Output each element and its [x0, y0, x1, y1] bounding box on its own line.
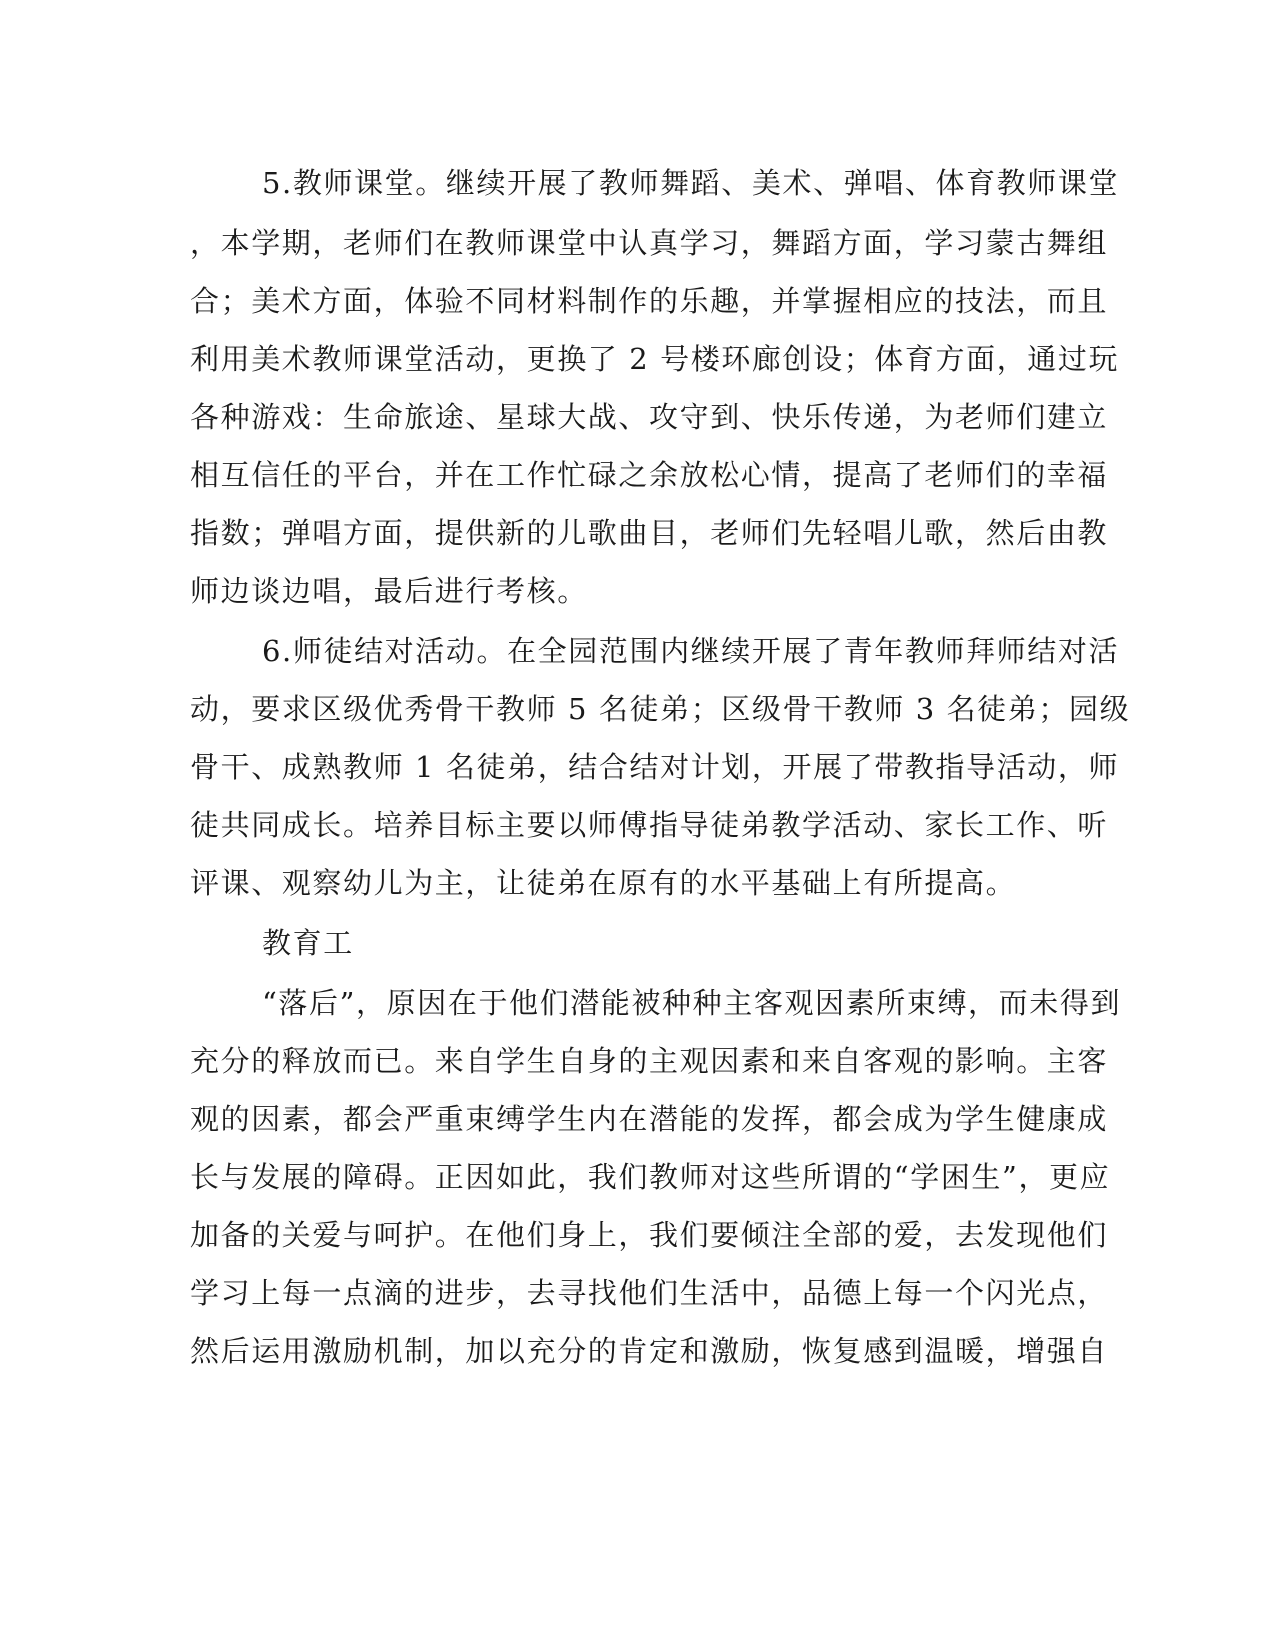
section-heading: 教育工: [262, 926, 354, 960]
paragraph-2-line-4: 徒共同成长。培养目标主要以师傅指导徒弟教学活动、家长工作、听: [190, 808, 1109, 842]
paragraph-2-line-2: 动，要求区级优秀骨干教师 5 名徒弟；区级骨干教师 3 名徒弟；园级: [190, 692, 1131, 726]
paragraph-1-line-3: 合；美术方面，体验不同材料制作的乐趣，并掌握相应的技法，而且: [190, 284, 1109, 318]
paragraph-1-line-4: 利用美术教师课堂活动，更换了 2 号楼环廊创设；体育方面，通过玩: [190, 342, 1120, 376]
paragraph-3-line-7: 然后运用激励机制，加以充分的肯定和激励，恢复感到温暖，增强自: [190, 1334, 1109, 1368]
paragraph-3-line-4: 长与发展的障碍。正因如此，我们教师对这些所谓的“学困生”，更应: [190, 1160, 1111, 1194]
paragraph-3-line-1: “落后”，原因在于他们潜能被种种主客观因素所束缚，而未得到: [262, 986, 1122, 1020]
paragraph-1-line-6: 相互信任的平台，并在工作忙碌之余放松心情，提高了老师们的幸福: [190, 458, 1109, 492]
paragraph-1-line-5: 各种游戏：生命旅途、星球大战、攻守到、快乐传递，为老师们建立: [190, 400, 1109, 434]
paragraph-1-line-8: 师边谈边唱，最后进行考核。: [190, 574, 588, 608]
paragraph-2-line-5: 评课、观察幼儿为主，让徒弟在原有的水平基础上有所提高。: [190, 866, 1017, 900]
paragraph-1-line-1: 5.教师课堂。继续开展了教师舞蹈、美术、弹唱、体育教师课堂: [262, 166, 1120, 200]
paragraph-3-line-3: 观的因素，都会严重束缚学生内在潜能的发挥，都会成为学生健康成: [190, 1102, 1109, 1136]
paragraph-3-line-6: 学习上每一点滴的进步，去寻找他们生活中，品德上每一个闪光点，: [190, 1276, 1109, 1310]
paragraph-1-line-7: 指数；弹唱方面，提供新的儿歌曲目，老师们先轻唱儿歌，然后由教: [190, 516, 1109, 550]
paragraph-1-line-2: ，本学期，老师们在教师课堂中认真学习，舞蹈方面，学习蒙古舞组: [190, 226, 1109, 260]
paragraph-3-line-5: 加备的关爱与呵护。在他们身上，我们要倾注全部的爱，去发现他们: [190, 1218, 1109, 1252]
paragraph-2-line-3: 骨干、成熟教师 1 名徒弟，结合结对计划，开展了带教指导活动，师: [190, 750, 1120, 784]
paragraph-2-line-1: 6.师徒结对活动。在全园范围内继续开展了青年教师拜师结对活: [262, 634, 1120, 668]
paragraph-3-line-2: 充分的释放而已。来自学生自身的主观因素和来自客观的影响。主客: [190, 1044, 1109, 1078]
